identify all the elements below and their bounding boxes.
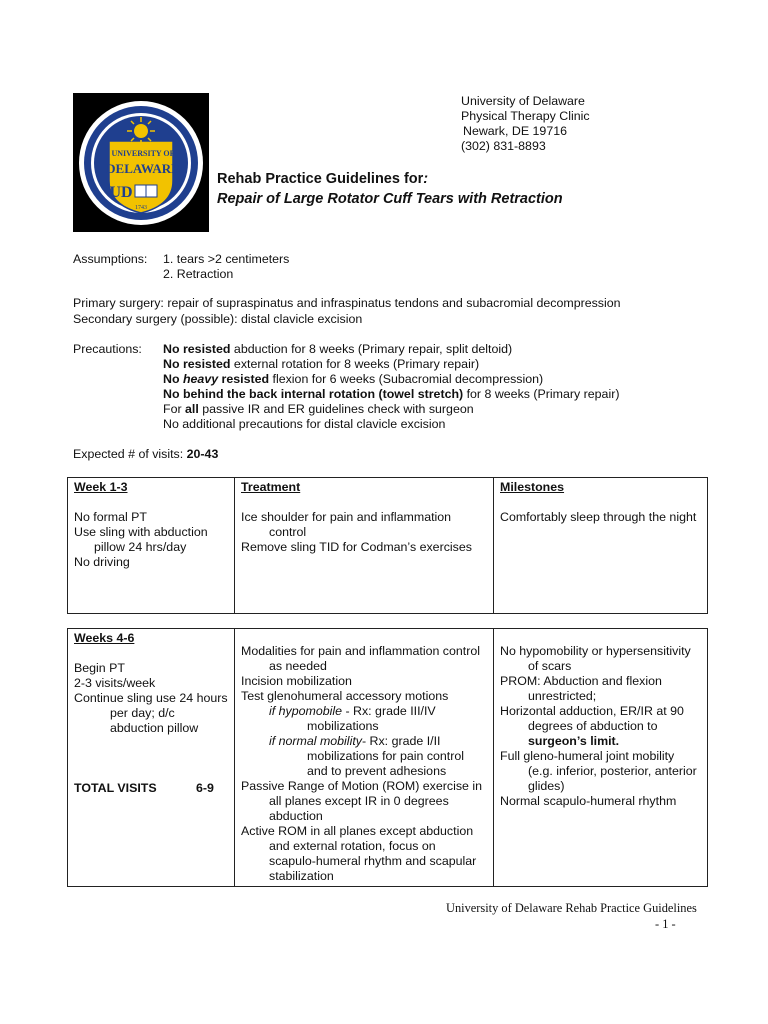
table2-milestone-item: PROM: Abduction and flexion bbox=[500, 674, 662, 688]
logo-year: 1743 bbox=[135, 205, 147, 211]
precaution-item: No behind the back internal rotation (towel stretch) for 8 weeks (Primary repair) bbox=[163, 387, 620, 401]
precautions-list bbox=[163, 342, 619, 432]
document-title: Rehab Practice Guidelines for: bbox=[217, 171, 429, 187]
table1-treatment-item: Remove sling TID for Codman’s exercises bbox=[241, 540, 472, 554]
table2-treatment-item: Active ROM in all planes except abduction bbox=[241, 824, 474, 838]
table2-milestone-item: (e.g. inferior, posterior, anterior bbox=[528, 764, 697, 778]
table2-treatment-item: mobilizations bbox=[307, 719, 379, 733]
table2-milestone-item: No hypomobility or hypersensitivity bbox=[500, 644, 691, 658]
weeks-4-6-table bbox=[67, 628, 708, 887]
table2-treatment-item: abduction bbox=[269, 809, 323, 823]
table2-treatment-item: Test glenohumeral accessory motions bbox=[241, 689, 449, 703]
logo-monogram: UD bbox=[109, 184, 133, 201]
assumption-item: 1. tears >2 centimeters bbox=[163, 252, 290, 266]
table2-col-milestones bbox=[494, 629, 708, 887]
table1-treatment-item: Ice shoulder for pain and inflammation bbox=[241, 510, 452, 524]
table1-col-milestones bbox=[494, 478, 708, 614]
table2-treatment-item: Incision mobilization bbox=[241, 674, 352, 688]
table2-header-week: Weeks 4-6 bbox=[74, 631, 135, 645]
table2-milestone-item: Full gleno-humeral joint mobility bbox=[500, 749, 675, 763]
university-seal-icon bbox=[73, 93, 209, 232]
total-visits bbox=[74, 781, 228, 796]
precautions-label: Precautions: bbox=[73, 342, 142, 356]
address-line-1: University of Delaware bbox=[461, 94, 585, 108]
table2-treatment-item: and to prevent adhesions bbox=[307, 764, 447, 778]
table1-milestone-item: Comfortably sleep through the night bbox=[500, 510, 697, 524]
expected-visits: Expected # of visits: 20-43 bbox=[73, 447, 219, 461]
table2-week-item: 2-3 visits/week bbox=[74, 676, 156, 690]
table2-treatment-item: if hypomobile - Rx: grade III/IV bbox=[269, 704, 436, 718]
address-line-2: Physical Therapy Clinic bbox=[461, 109, 590, 123]
week-1-3-table bbox=[67, 477, 708, 614]
table2-milestone-item: surgeon’s limit. bbox=[528, 734, 620, 748]
table1-treatment-item: control bbox=[269, 525, 307, 539]
table2-milestone-item: Horizontal adduction, ER/IR at 90 bbox=[500, 704, 684, 718]
table1-header-treatment: Treatment bbox=[241, 480, 301, 494]
table2-milestone-item: unrestricted; bbox=[528, 689, 597, 703]
logo-top-text: UNIVERSITY OF bbox=[111, 149, 175, 158]
logo-main-text: DELAWARE bbox=[106, 161, 180, 176]
table2-week-item: per day; d/c bbox=[110, 706, 175, 720]
table2-milestone-item: degrees of abduction to bbox=[528, 719, 658, 733]
table2-treatment-item: Passive Range of Motion (ROM) exercise in bbox=[241, 779, 483, 793]
table2-treatment-item: as needed bbox=[269, 659, 327, 673]
primary-surgery: Primary surgery: repair of supraspinatus and infraspinatus tendons and subacromial decompression bbox=[73, 296, 621, 310]
table2-week-item: Begin PT bbox=[74, 661, 125, 675]
secondary-surgery: Secondary surgery (possible): distal clavicle excision bbox=[73, 312, 363, 326]
clinic-address bbox=[461, 94, 590, 154]
precaution-item: No heavy resisted flexion for 6 weeks (Subacromial decompression) bbox=[163, 372, 544, 386]
table2-col-treatment bbox=[235, 629, 494, 887]
table1-week-item: No formal PT bbox=[74, 510, 147, 524]
table1-col-week bbox=[68, 478, 235, 614]
university-logo bbox=[73, 93, 209, 232]
table2-week-item: Continue sling use 24 hours bbox=[74, 691, 228, 705]
table2-treatment-item: scapulo-humeral rhythm and scapular bbox=[269, 854, 477, 868]
address-line-4: (302) 831-8893 bbox=[461, 139, 546, 153]
precaution-item: No additional precautions for distal clavicle excision bbox=[163, 417, 446, 431]
table2-milestone-item: glides) bbox=[528, 779, 565, 793]
table2-treatment-item: Modalities for pain and inflammation control bbox=[241, 644, 480, 658]
table2-treatment-item: all planes except IR in 0 degrees bbox=[269, 794, 449, 808]
table2-col-week bbox=[68, 629, 235, 887]
precaution-item: No resisted abduction for 8 weeks (Primary repair, split deltoid) bbox=[163, 342, 513, 356]
table1-week-item: pillow 24 hrs/day bbox=[94, 540, 187, 554]
table1-header-milestones: Milestones bbox=[500, 480, 565, 494]
table2-treatment-item: stabilization bbox=[269, 869, 334, 883]
total-visits-value: 6-9 bbox=[196, 781, 214, 795]
table2-treatment-item: if normal mobility- Rx: grade I/II bbox=[269, 734, 441, 748]
table2-milestone-item: Normal scapulo-humeral rhythm bbox=[500, 794, 677, 808]
total-visits-label: TOTAL VISITS bbox=[74, 781, 157, 795]
table2-milestone-item: of scars bbox=[528, 659, 572, 673]
table2-treatment-item: mobilizations for pain control bbox=[307, 749, 465, 763]
assumptions-label: Assumptions: bbox=[73, 252, 148, 266]
assumption-item: 2. Retraction bbox=[163, 267, 234, 281]
footer-title: University of Delaware Rehab Practice Guidelines bbox=[446, 901, 697, 915]
table1-header-week: Week 1-3 bbox=[74, 480, 128, 494]
page-number: - 1 - bbox=[655, 917, 676, 931]
address-line-3: Newark, DE 19716 bbox=[463, 124, 567, 138]
precaution-item: For all passive IR and ER guidelines check with surgeon bbox=[163, 402, 474, 416]
precaution-item: No resisted external rotation for 8 weeks (Primary repair) bbox=[163, 357, 480, 371]
table1-week-item: Use sling with abduction bbox=[74, 525, 208, 539]
table2-week-item: abduction pillow bbox=[110, 721, 199, 735]
table2-treatment-item: and external rotation, focus on bbox=[269, 839, 436, 853]
table1-col-treatment bbox=[235, 478, 494, 614]
table1-week-item: No driving bbox=[74, 555, 130, 569]
document-subtitle: Repair of Large Rotator Cuff Tears with Retraction bbox=[217, 191, 563, 207]
